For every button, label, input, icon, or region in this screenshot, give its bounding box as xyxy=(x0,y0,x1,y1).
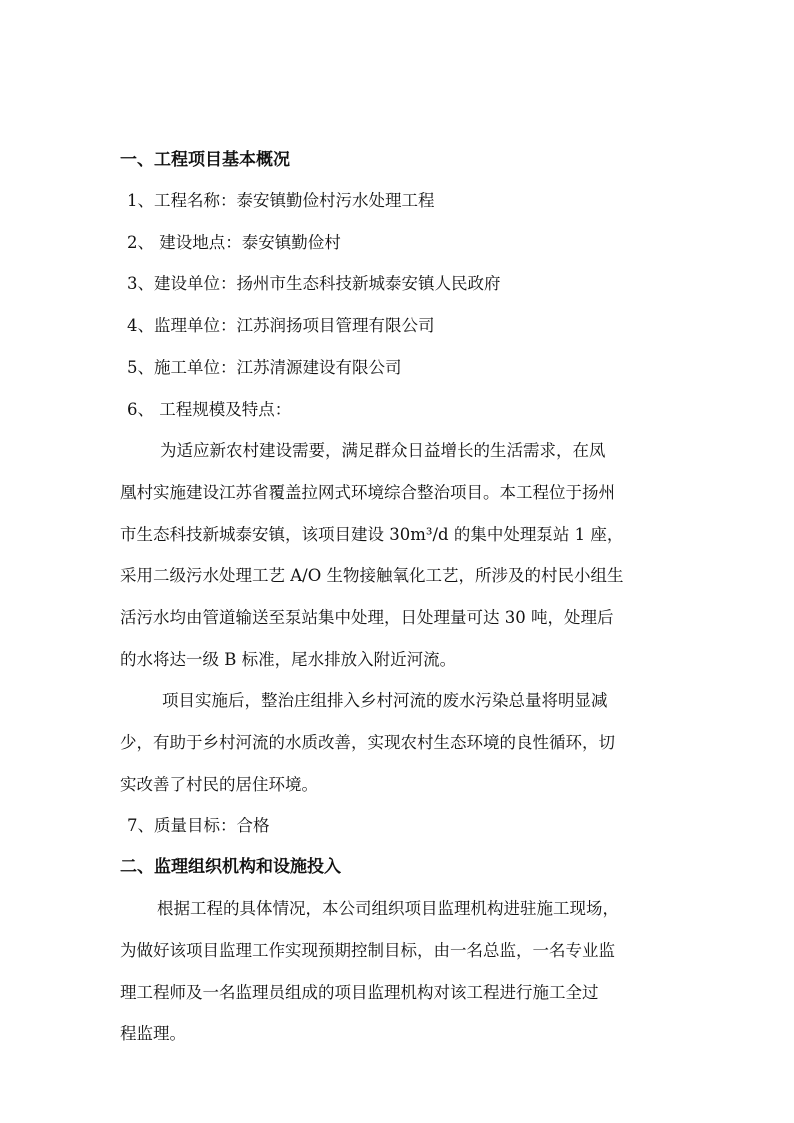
paragraph-line: 实改善了村民的居住环境。 xyxy=(120,775,318,794)
item-supervision-unit: 4、监理单位：江苏润扬项目管理有限公司 xyxy=(127,316,435,335)
item-quality-target: 7、质量目标：合格 xyxy=(127,816,270,835)
paragraph-line: 采用二级污水处理工艺 A/O 生物接触氧化工艺，所涉及的村民小组生 xyxy=(120,566,624,585)
item-construction-site: 2、 建设地点：泰安镇勤俭村 xyxy=(127,233,341,252)
item-construction-unit: 3、建设单位：扬州市生态科技新城泰安镇人民政府 xyxy=(127,274,501,293)
item-contractor: 5、施工单位：江苏清源建设有限公司 xyxy=(127,358,402,377)
paragraph-line: 根据工程的具体情况，本公司组织项目监理机构进驻施工现场， xyxy=(157,899,619,918)
paragraph-line: 活污水均由管道输送至泵站集中处理，日处理量可达 30 吨，处理后 xyxy=(120,608,614,627)
section-heading-1: 一、工程项目基本概况 xyxy=(120,150,290,170)
paragraph-line: 理工程师及一名监理员组成的项目监理机构对该工程进行施工全过 xyxy=(120,983,599,1002)
paragraph-line: 的水将达一级 B 标准，尾水排放入附近河流。 xyxy=(120,650,457,669)
paragraph-line: 为做好该项目监理工作实现预期控制目标，由一名总监，一名专业监 xyxy=(120,941,615,960)
paragraph-line: 程监理。 xyxy=(120,1024,186,1043)
paragraph-line: 为适应新农村建设需要，满足群众日益增长的生活需求，在凤 xyxy=(160,441,606,460)
paragraph-line: 项目实施后，整治庄组排入乡村河流的废水污染总量将明显减 xyxy=(162,691,608,710)
paragraph-line: 少，有助于乡村河流的水质改善，实现农村生态环境的良性循环，切 xyxy=(120,733,615,752)
item-scale-features: 6、 工程规模及特点： xyxy=(127,400,292,419)
paragraph-line: 市生态科技新城泰安镇，该项目建设 30m³/d 的集中处理泵站 1 座， xyxy=(120,525,624,544)
section-heading-2: 二、监理组织机构和设施投入 xyxy=(120,857,341,877)
paragraph-line: 凰村实施建设江苏省覆盖拉网式环境综合整治项目。本工程位于扬州 xyxy=(120,483,615,502)
item-project-name: 1、工程名称：泰安镇勤俭村污水处理工程 xyxy=(127,191,435,210)
